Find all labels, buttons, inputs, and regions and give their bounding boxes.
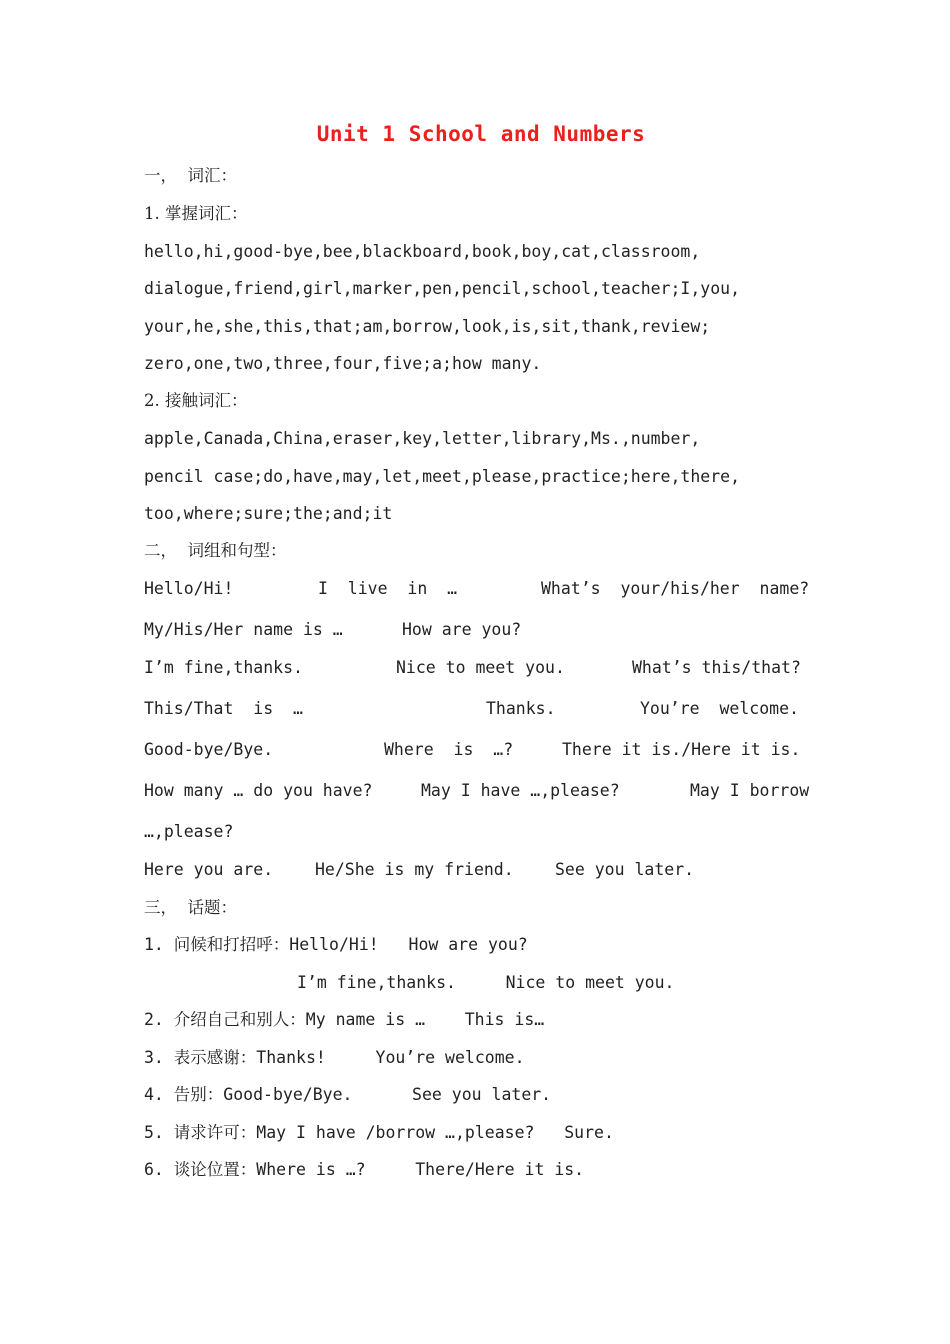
phrase: See you later.	[555, 860, 695, 879]
subheading-exposure-vocab: 2. 接触词汇：	[144, 391, 248, 410]
topic-item: 4. 告别：Good-bye/Bye. See you later.	[144, 1085, 552, 1104]
vocab-line: your,he,she,this,that;am,borrow,look,is,sit,thank,review;	[144, 317, 711, 336]
phrase: I live in …	[318, 579, 458, 598]
topic-item: 1. 问候和打招呼：Hello/Hi! How are you?	[144, 935, 528, 954]
vocab-line: apple,Canada,China,eraser,key,letter,library,Ms.,number,	[144, 429, 701, 448]
phrase-row	[144, 738, 808, 762]
topic-item-continuation: I’m fine,thanks. Nice to meet you.	[297, 973, 675, 992]
phrase: May I borrow	[690, 781, 810, 800]
phrase: Good-bye/Bye.	[144, 740, 274, 759]
phrase: May I have …,please?	[421, 781, 620, 800]
section-heading-topics: 三， 话题：	[144, 898, 237, 917]
subheading-master-vocab: 1. 掌握词汇：	[144, 204, 248, 223]
phrase-continuation: …,please?	[144, 822, 234, 841]
phrase: This/That is …	[144, 699, 303, 718]
phrase: How are you?	[402, 620, 522, 639]
vocab-line: pencil case;do,have,may,let,meet,please,practice;here,there,	[144, 467, 741, 486]
topic-item: 3. 表示感谢：Thanks! You’re welcome.	[144, 1048, 525, 1067]
phrase: You’re welcome.	[640, 699, 799, 718]
document-title: Unit 1 School and Numbers	[316, 122, 646, 146]
phrase-row	[144, 779, 808, 803]
phrase: Thanks.	[486, 699, 556, 718]
section-heading-phrases: 二， 词组和句型：	[144, 541, 287, 560]
phrase: There it is./Here it is.	[562, 740, 801, 759]
phrase-row	[144, 577, 808, 601]
phrase: He/She is my friend.	[315, 860, 514, 879]
phrase: Nice to meet you.	[396, 658, 565, 677]
phrase: I’m fine,thanks.	[144, 658, 303, 677]
phrase: Where is …?	[384, 740, 514, 759]
vocab-line: dialogue,friend,girl,marker,pen,pencil,school,teacher;I,you,	[144, 279, 741, 298]
vocab-line: too,where;sure;the;and;it	[144, 504, 393, 523]
phrase-row	[144, 697, 808, 721]
phrase: What’s your/his/her name?	[541, 579, 810, 598]
phrase: Hello/Hi!	[144, 579, 234, 598]
topic-item: 5. 请求许可：May I have /borrow …,please? Sure.	[144, 1123, 614, 1142]
phrase: How many … do you have?	[144, 781, 373, 800]
section-heading-vocabulary: 一， 词汇：	[144, 166, 237, 185]
phrase: My/His/Her name is …	[144, 620, 343, 639]
phrase: Here you are.	[144, 860, 274, 879]
phrase-row	[144, 618, 808, 642]
phrase-row	[144, 656, 808, 680]
vocab-line: hello,hi,good-bye,bee,blackboard,book,boy,cat,classroom,	[144, 242, 701, 261]
topic-item: 6. 谈论位置：Where is …? There/Here it is.	[144, 1160, 585, 1179]
topic-item: 2. 介绍自己和别人：My name is … This is…	[144, 1010, 545, 1029]
vocab-line: zero,one,two,three,four,five;a;how many.	[144, 354, 542, 373]
phrase-row	[144, 858, 808, 882]
phrase: What’s this/that?	[632, 658, 801, 677]
